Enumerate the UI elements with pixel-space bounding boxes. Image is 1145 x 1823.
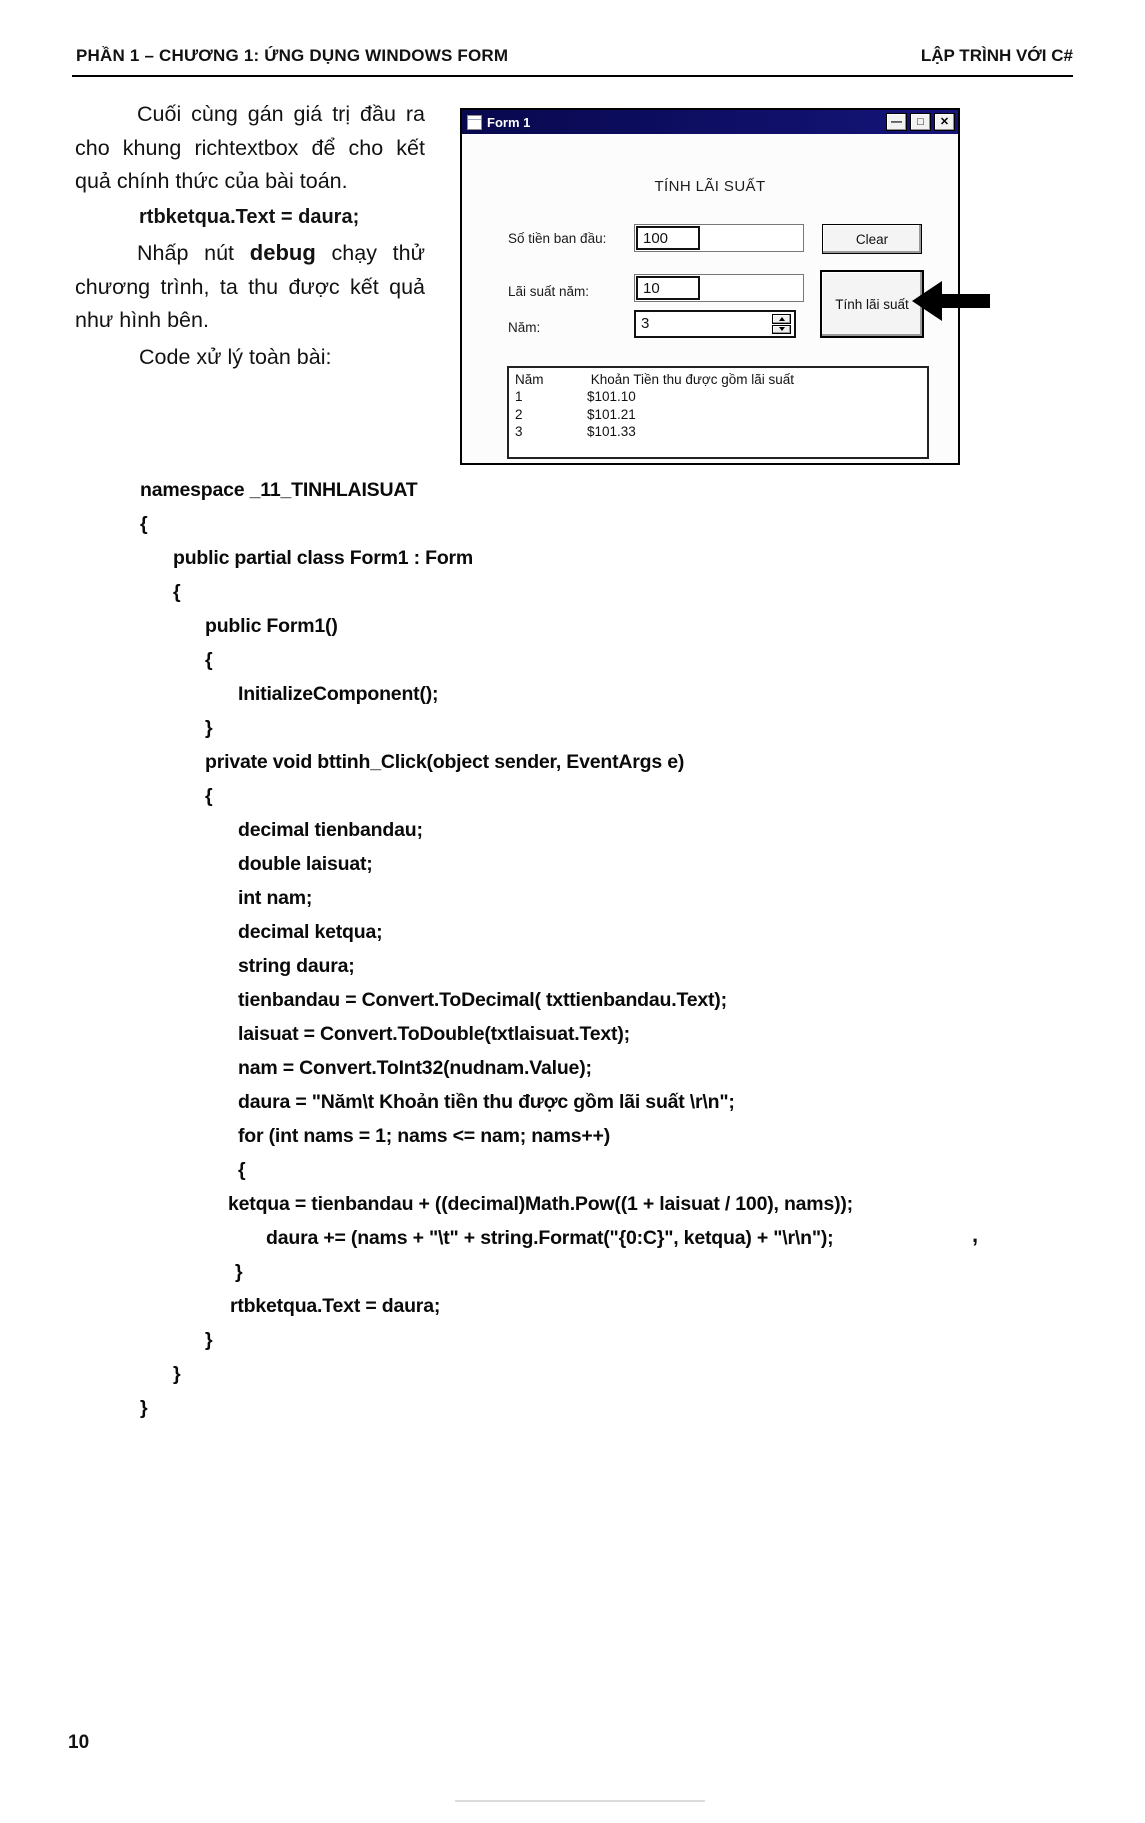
pointer-arrow-icon	[912, 278, 990, 324]
code-line: private void bttinh_Click(object sender, EventArgs e)	[205, 751, 685, 773]
scan-artifact-line	[455, 1800, 705, 1802]
result-list-rows	[509, 388, 927, 441]
code-line: {	[205, 785, 213, 807]
paragraph-2-pre: Nhấp nút	[137, 241, 250, 265]
label-lai-suat-nam: Lãi suất năm:	[508, 284, 590, 299]
code-line: for (int nams = 1; nams <= nam; nams++)	[238, 1125, 611, 1147]
paragraph-2-post: chạy thử chương trình, ta thu được kết quả như hình bên.	[75, 241, 426, 332]
spinner	[772, 314, 791, 334]
code-line: }	[205, 1329, 213, 1351]
tien-ban-dau-textbox[interactable]	[634, 224, 804, 252]
code-line: rtbketqua.Text = daura;	[230, 1295, 441, 1317]
page-number: 10	[68, 1732, 90, 1753]
code-line: InitializeComponent();	[238, 683, 439, 705]
code-line: {	[140, 513, 148, 535]
list-row[interactable]: 2 $101.21	[515, 406, 636, 422]
tinh-lai-suat-button[interactable]: Tính lãi suất	[820, 270, 924, 338]
code-line: }	[173, 1363, 181, 1385]
code-line: }	[235, 1261, 243, 1283]
code-line: }	[205, 717, 213, 739]
maximize-button[interactable]	[910, 113, 931, 131]
code-line: namespace _11_TINHLAISUAT	[140, 479, 418, 501]
window-buttons	[886, 113, 955, 131]
list-header	[509, 368, 927, 388]
paragraph-2	[75, 236, 425, 338]
code-line: double laisuat;	[238, 853, 373, 875]
stray-mark: ,	[972, 1222, 979, 1247]
inline-code-line: rtbketqua.Text = daura;	[139, 205, 360, 228]
code-line: }	[140, 1397, 148, 1419]
form-heading: TÍNH LÃI SUẤT	[654, 178, 766, 195]
list-row[interactable]: 3 $101.33	[515, 424, 636, 439]
code-line: string daura;	[238, 955, 355, 977]
code-line: decimal ketqua;	[238, 921, 383, 943]
intro-text	[75, 98, 425, 374]
list-row[interactable]: 1 $101.10	[515, 389, 636, 404]
spin-down-button[interactable]	[772, 325, 791, 335]
code-line: public Form1()	[205, 615, 338, 637]
code-line: {	[205, 649, 213, 671]
nam-value: 3	[641, 315, 650, 332]
code-line: nam = Convert.ToInt32(nudnam.Value);	[238, 1057, 592, 1079]
form1-titlebar[interactable]	[462, 110, 958, 134]
code-line: public partial class Form1 : Form	[173, 547, 474, 569]
code-line: daura += (nams + "\t" + string.Format("{0:C}", ketqua) + "\r\n");	[266, 1227, 834, 1249]
label-nam: Năm:	[508, 320, 541, 335]
code-line: int nam;	[238, 887, 313, 909]
form1-window	[460, 108, 960, 465]
clear-button[interactable]: Clear	[822, 224, 922, 254]
code-line: laisuat = Convert.ToDouble(txtlaisuat.Text);	[238, 1023, 630, 1045]
tien-ban-dau-value: 100	[636, 226, 700, 250]
code-line: {	[238, 1159, 246, 1181]
window-title: Form 1	[487, 114, 531, 130]
paragraph-1	[75, 98, 425, 199]
lai-suat-textbox[interactable]	[634, 274, 804, 302]
maximize-icon: □	[917, 115, 924, 128]
spin-up-button[interactable]	[772, 314, 791, 324]
header-chapter-title: PHẦN 1 – CHƯƠNG 1: ỨNG DỤNG WINDOWS FORM	[76, 46, 509, 65]
close-button[interactable]	[934, 113, 955, 131]
close-icon: ✕	[939, 115, 950, 128]
result-listview[interactable]	[507, 366, 929, 459]
code-line: ketqua = tienbandau + ((decimal)Math.Pow((1 + laisuat / 100), nams));	[228, 1193, 853, 1215]
paragraph-1-text: Cuối cùng gán giá trị đầu ra cho khung richtextbox để cho kết quả chính thức của bài toán.	[75, 102, 425, 193]
code-line: daura = "Năm\t Khoản tiền thu được gồm lãi suất \r\n";	[238, 1091, 735, 1113]
form-icon	[467, 115, 482, 130]
minimize-button[interactable]	[886, 113, 907, 131]
list-header-khoan-tien: Khoản Tiền thu được gồm lãi suất	[590, 372, 795, 387]
arrow-up-icon	[779, 317, 785, 321]
code-line: {	[173, 581, 181, 603]
paragraph-3: Code xử lý toàn bài:	[139, 344, 332, 369]
code-line: tienbandau = Convert.ToDecimal( txttienbandau.Text);	[238, 989, 727, 1011]
header-rule	[72, 75, 1073, 77]
arrow-down-icon	[779, 327, 785, 331]
debug-keyword: debug	[249, 240, 316, 265]
code-listing	[140, 473, 1120, 1425]
code-line: decimal tienbandau;	[238, 819, 423, 841]
label-so-tien-ban-dau: Số tiền ban đầu:	[508, 231, 607, 246]
lai-suat-value: 10	[636, 276, 700, 300]
nam-numericupdown[interactable]	[634, 310, 796, 338]
minimize-icon: —	[891, 115, 902, 128]
list-header-nam: Năm	[515, 372, 544, 387]
header-book-title: LẬP TRÌNH VỚI C#	[920, 46, 1073, 65]
